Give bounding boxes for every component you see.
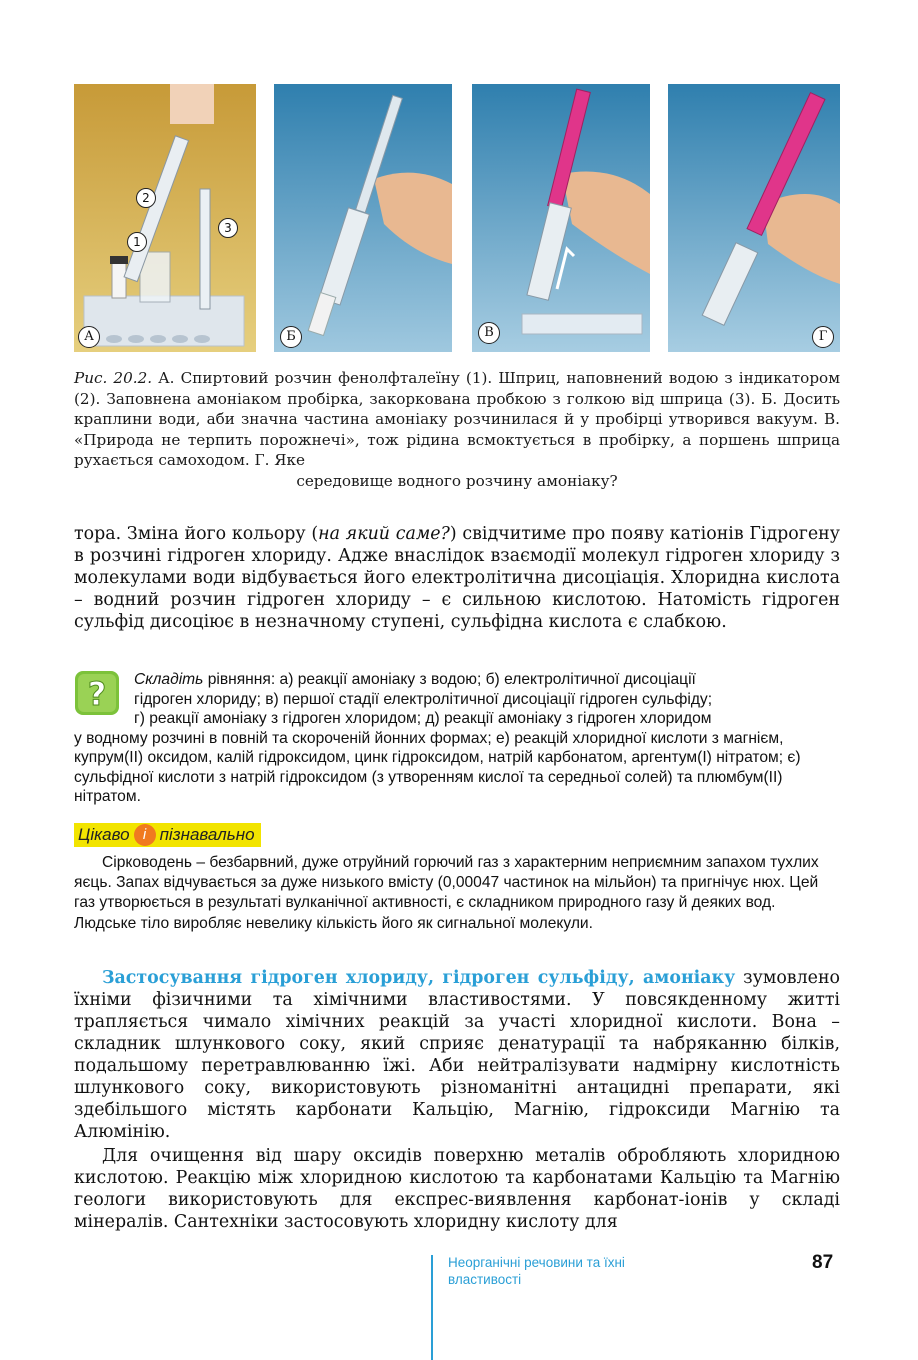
question-italic-lead: Складіть [134,671,204,688]
paragraph-3 [74,1145,840,1233]
question-icon [74,670,120,716]
panel-letter-v: В [478,322,500,344]
figure-caption [74,368,840,491]
paragraph-2 [74,967,840,1143]
page-number: 87 [812,1252,834,1273]
caption-last-line: середовище водного розчину амоніаку? [296,471,618,490]
paragraph-1-italic: на який саме? [318,524,450,544]
caption-label: Рис. 20.2. [74,369,153,387]
panel-letter-b: Б [280,326,302,348]
question-text [74,670,840,807]
interesting-text [74,853,840,934]
footer-section-title: Неорганічні речовини та їхні властивості [448,1255,625,1287]
photo-panel-b [274,84,452,352]
callout-3: 3 [218,218,238,238]
photo-c-image [472,84,650,352]
question-line-2: гідроген хлориду; в) першої стадії електролітичної дисоціації гідроген сульфіду; [134,690,713,708]
interesting-body: Сірководень – безбарвний, дуже отруйний горючий газ з характерним неприємним запахом тухлих яєць. Запах відчувається за дуже низького вмісту (0,00047 частинок на мільйон) та пригнічує нюх. Цей газ утворюється в результаті вулканічної активності, є складником природного газу й деяких вод. Людське тіло виробляє невелику кількість його як сигнальної молекули. [74,854,819,932]
interesting-heading [74,823,261,847]
question-block [74,670,840,807]
question-line-1: рівняння: а) реакції амоніаку з водою; б) електролітичної дисоціації [203,671,696,688]
svg-text:?: ? [87,675,107,713]
interesting-word-1: Цікаво [78,825,130,844]
photo-panel-a [74,84,256,352]
question-line-3: г) реакції амоніаку з гідроген хлоридом; д) реакції амоніаку з гідроген хлоридом [134,710,712,727]
callout-1: 1 [127,232,147,252]
paragraph-1-after: ) свідчитиме про появу катіонів Гідрогену в розчині гідроген хлориду. Адже внаслідок взаємодії молекул гідроген хлориду з молекулами води відбувається його електролітична дисоціація. Хлоридна кислота – водний розчин гідроген хлориду – є сильною кислотою. Натомість гідроген сульфід дисоціює в незначному ступені, сульфідна кислота є слабкою. [74,524,841,632]
photo-panel-g [668,84,840,352]
info-icon: і [134,824,156,846]
paragraph-2-text: зумовлено їхніми фізичними та хімічними властивостями. У повсякденному житті трапляється чимало хімічних реакцій за участі хлоридної кислоти. Вона – складник шлункового соку, який сприяє денатурації та набряканню білків, подальшому перетравлюванню їжі. Аби нейтралізувати надмірну кислотність шлункового соку, використовують різноманітні антацидні препарати, які здебільшого містять карбонати Кальцію, Магнію, гідроксиди Магнію та Алюмінію. [74,968,841,1142]
panel-letter-g: Г [812,326,834,348]
paragraph-2-highlight: Застосування гідроген хлориду, гідроген сульфіду, амоніаку [102,968,736,988]
paragraph-1 [74,523,840,633]
footer-divider [431,1255,433,1360]
figure-photos [74,84,840,354]
photo-b-image [274,84,452,352]
photo-panel-c [472,84,650,352]
paragraph-3-text: Для очищення від шару оксидів поверхню металів обробляють хлоридною кислотою. Реакцію між хлоридною кислотою та карбонатами Кальцію та Магнію геологи використовують для експрес-виявлення карбонат-іонів у складі мінералів. Сантехніки застосовують хлоридну кислоту для [74,1146,840,1232]
panel-letter-a: А [78,326,100,348]
callout-2: 2 [136,188,156,208]
question-rest: у водному розчині в повній та скороченій йонних формах; е) реакцій хлоридної кислоти з магнієм, купрум(ІІ) оксидом, калій гідроксидом, цинк гідроксидом, натрій карбонатом, аргентум(І) нітратом; є) сульфідної кислоти з натрій гідроксидом (з утворенням кислої та середньої солей) та плюмбум(ІІ) нітратом. [74,729,801,805]
interesting-word-2: пізнавально [159,825,255,844]
photo-d-image [668,84,840,352]
paragraph-1-before: тора. Зміна його кольору ( [74,524,319,544]
caption-text: А. Спиртовий розчин фенолфталеїну (1). Шприц, наповнений водою з індикатором (2). Заповнена амоніаком пробірка, закоркована пробкою з голкою від шприца (3). Б. Досить краплини води, аби значна частина амоніаку розчинилася й у пробірці утворився вакуум. В. «Природа не терпить порожнечі», тож рідина всмоктується в пробірку, а поршень шприца рухається самоходом. Г. Яке [74,369,841,469]
